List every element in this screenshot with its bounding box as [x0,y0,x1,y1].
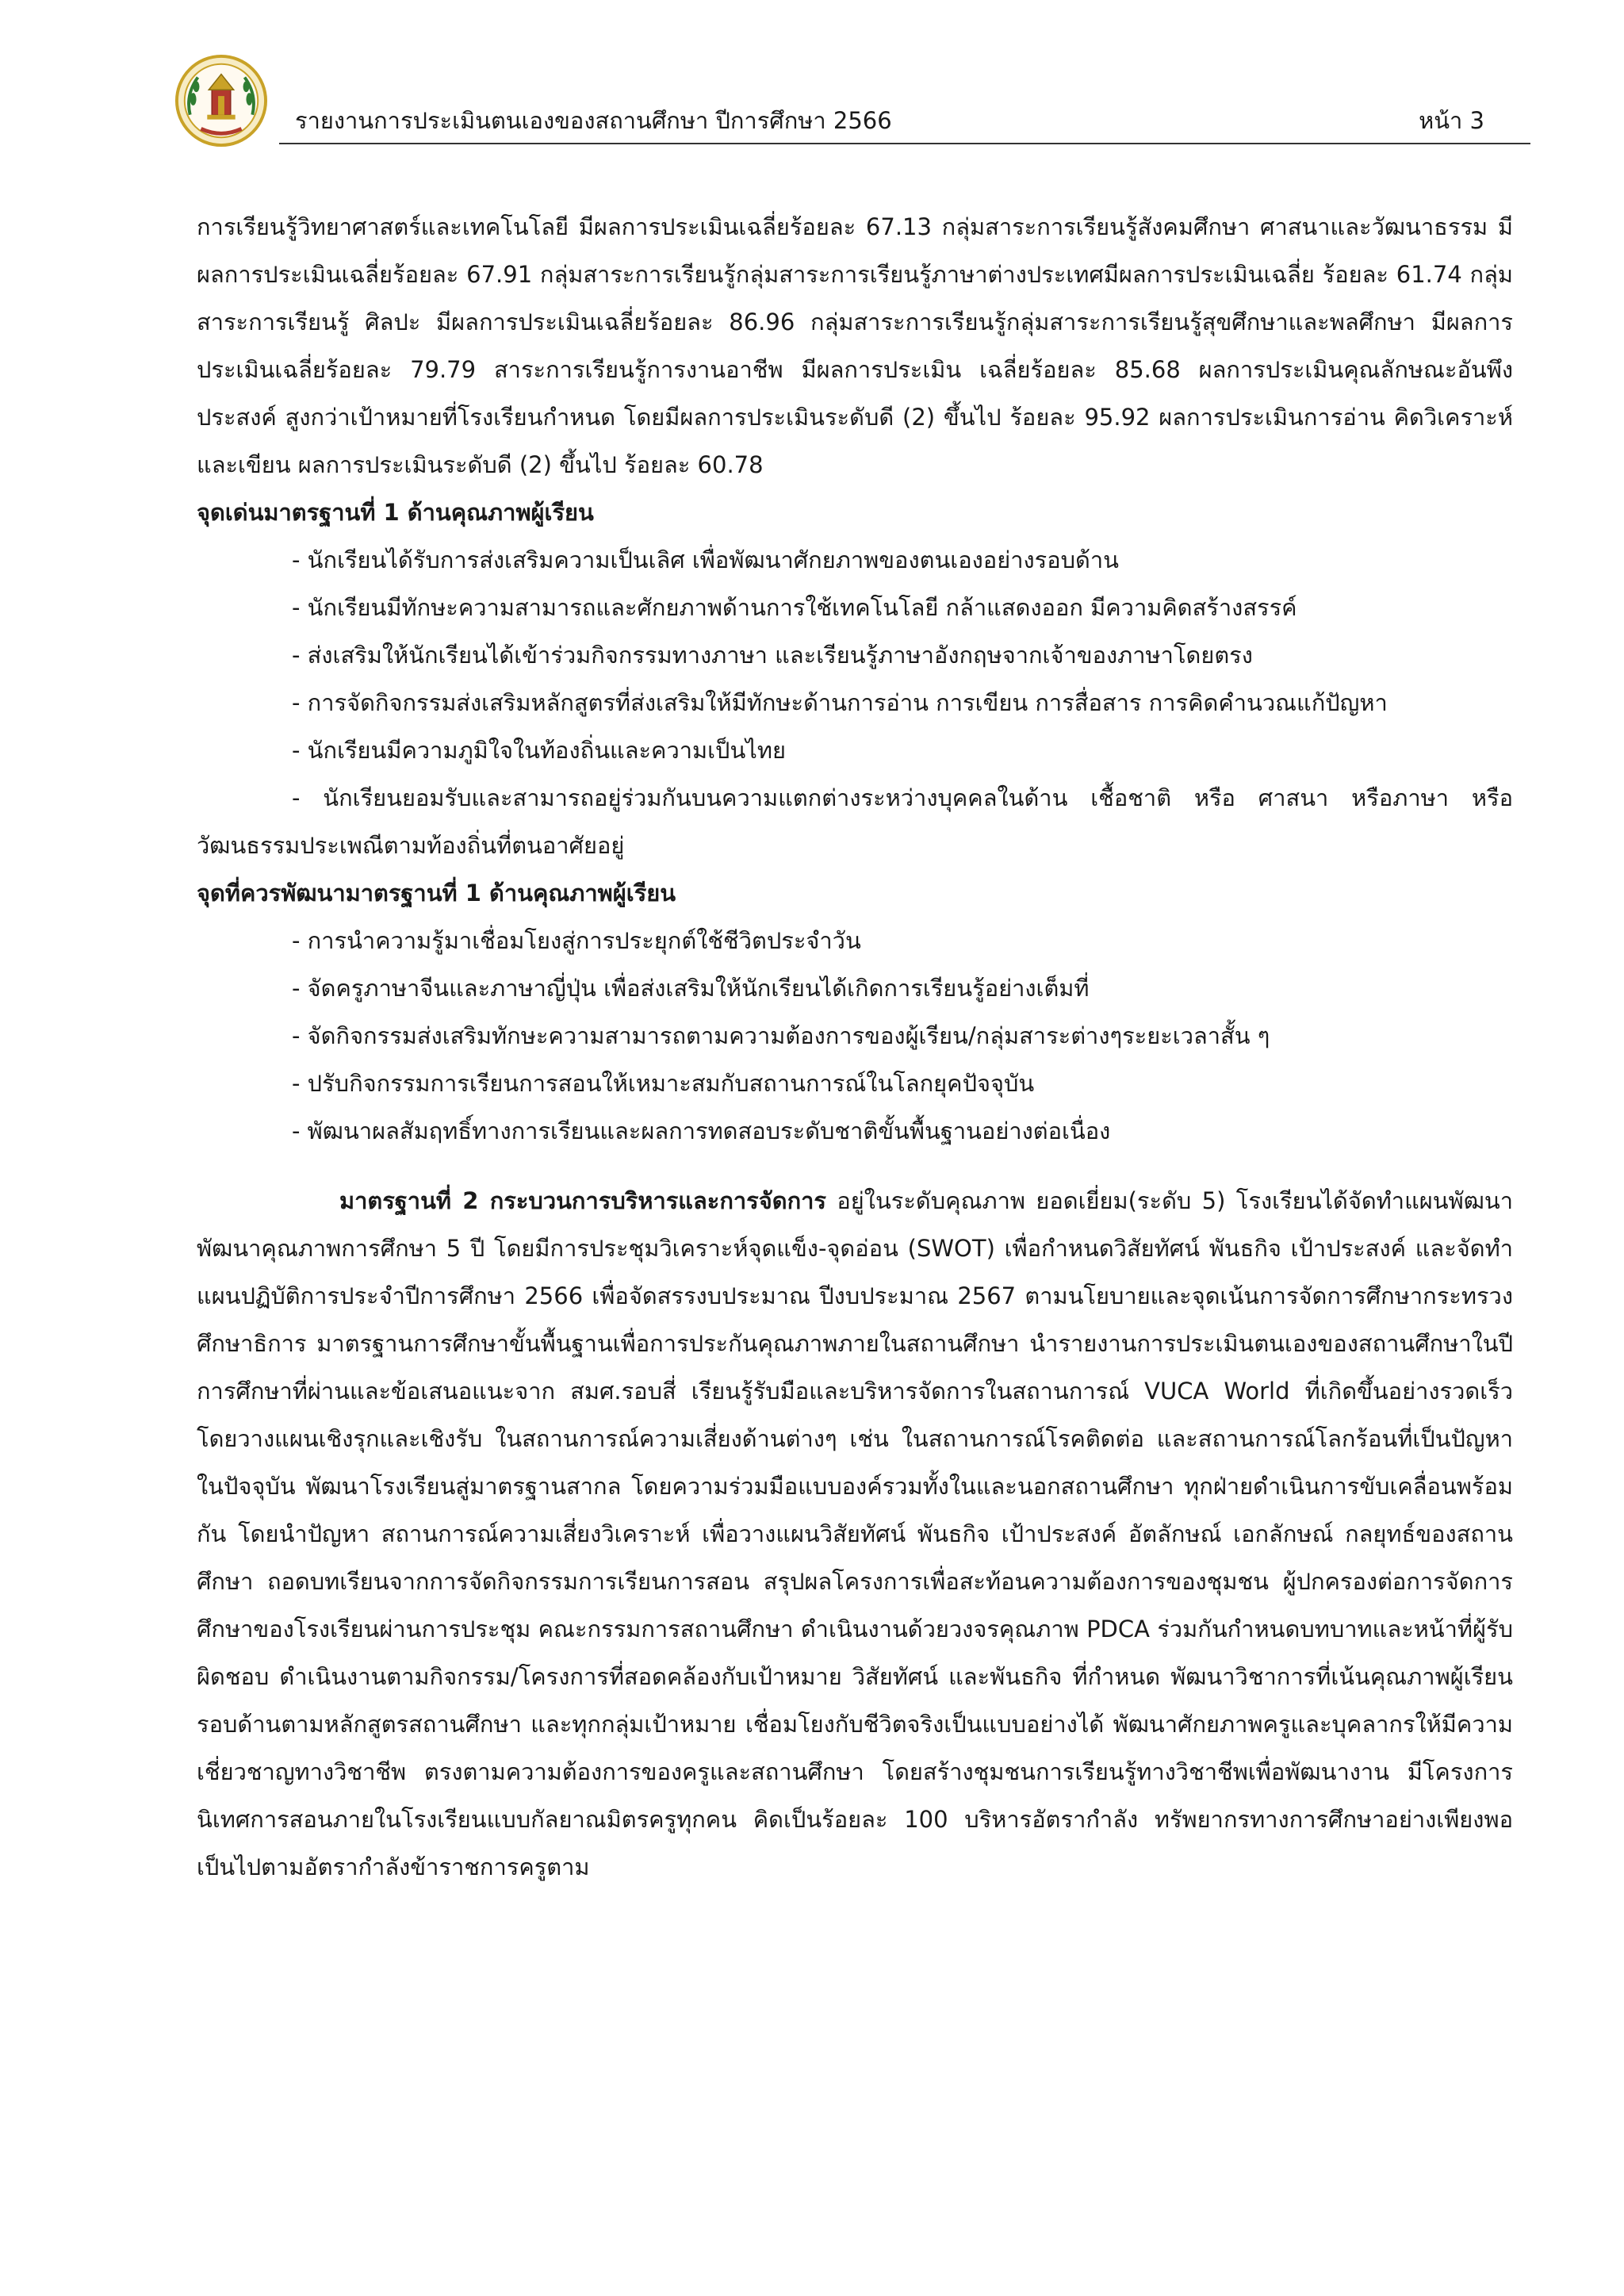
strength-item: - นักเรียนได้รับการส่งเสริมความเป็นเลิศ เพื่อพัฒนาศักยภาพของตนเองอย่างรอบด้าน [292,546,1119,573]
improvement-item: - ปรับกิจกรรมการเรียนการสอนให้เหมาะสมกับสถานการณ์ในโลกยุคปัจจุบัน [292,1070,1035,1097]
page-number: หน้า 3 [1419,107,1484,134]
improvement-item: - จัดครูภาษาจีนและภาษาญี่ปุ่น เพื่อส่งเสริมให้นักเรียนได้เกิดการเรียนรู้อย่างเต็มที่ [292,975,1090,1002]
improvement-item: - จัดกิจกรรมส่งเสริมทักษะความสามารถตามความต้องการของผู้เรียน/กลุ่มสาระต่างๆระยะเวลาสั้น ๆ [292,1022,1270,1049]
document-body [197,203,1513,1891]
school-seal-logo [174,54,268,148]
standard-2-title: มาตรฐานที่ 2 กระบวนการบริหารและการจัดการ [339,1187,827,1214]
intro-paragraph: การเรียนรู้วิทยาศาสตร์และเทคโนโลยี มีผลการประเมินเฉลี่ยร้อยละ 67.13 กลุ่มสาระการเรียนรู้สังคมศึกษา ศาสนาและวัฒนาธรรม มีผลการประเมินเฉลี่ยร้อยละ 67.91 กลุ่มสาระการเรียนรู้กลุ่มสาระการเรียนรู้ภาษาต่างประเทศมีผลการประเมินเฉลี่ย ร้อยละ 61.74 กลุ่มสาระการเรียนรู้ ศิลปะ มีผลการประเมินเฉลี่ยร้อยละ 86.96 กลุ่มสาระการเรียนรู้กลุ่มสาระการเรียนรู้สุขศึกษาและพลศึกษา มีผลการประเมินเฉลี่ยร้อยละ 79.79 สาระการเรียนรู้การงานอาชีพ มีผลการประเมิน เฉลี่ยร้อยละ 85.68 ผลการประเมินคุณลักษณะอันพึงประสงค์ สูงกว่าเป้าหมายที่โรงเรียนกำหนด โดยมีผลการประเมินระดับดี (2) ขึ้นไป ร้อยละ 95.92 ผลการประเมินการอ่าน คิดวิเคราะห์และเขียน ผลการประเมินระดับดี (2) ขึ้นไป ร้อยละ 60.78 [197,213,1513,478]
improvement-item: - พัฒนาผลสัมฤทธิ์ทางการเรียนและผลการทดสอบระดับชาติขั้นพื้นฐานอย่างต่อเนื่อง [292,1117,1111,1144]
improvement-item: - การนำความรู้มาเชื่อมโยงสู่การประยุกต์ใช้ชีวิตประจำวัน [292,927,861,954]
strength-item: - ส่งเสริมให้นักเรียนได้เข้าร่วมกิจกรรมทางภาษา และเรียนรู้ภาษาอังกฤษจากเจ้าของภาษาโดยตรง [292,642,1253,669]
improvements-heading: จุดที่ควรพัฒนามาตรฐานที่ 1 ด้านคุณภาพผู้เรียน [197,880,676,907]
header-title: รายงานการประเมินตนเองของสถานศึกษา ปีการศึกษา 2566 [295,107,892,134]
strength-item: - นักเรียนมีความภูมิใจในท้องถิ่นและความเป็นไทย [292,737,786,764]
header-divider [279,143,1530,144]
strengths-heading: จุดเด่นมาตรฐานที่ 1 ด้านคุณภาพผู้เรียน [197,499,594,526]
strength-item: - นักเรียนมีทักษะความสามารถและศักยภาพด้านการใช้เทคโนโลยี กล้าแสดงออก มีความคิดสร้างสรรค์ [292,594,1297,621]
standard-2-text: อยู่ในระดับคุณภาพ ยอดเยี่ยม(ระดับ 5) โรงเรียนได้จัดทำแผนพัฒนาพัฒนาคุณภาพการศึกษา 5 ปี โดยมีการประชุมวิเคราะห์จุดแข็ง-จุดอ่อน (SWOT) เพื่อกำหนดวิสัยทัศน์ พันธกิจ เป้าประสงค์ และจัดทำแผนปฏิบัติการประจำปีการศึกษา 2566 เพื่อจัดสรรงบประมาณ ปีงบประมาณ 2567 ตามนโยบายและจุดเน้นการจัดการศึกษากระทรวงศึกษาธิการ มาตรฐานการศึกษาขั้นพื้นฐานเพื่อการประกันคุณภาพภายในสถานศึกษา นำรายงานการประเมินตนเองของสถานศึกษาในปีการศึกษาที่ผ่านและข้อเสนอแนะจาก สมศ.รอบสี่ เรียนรู้รับมือและบริหารจัดการในสถานการณ์ VUCA World ที่เกิดขึ้นอย่างรวดเร็ว โดยวางแผนเชิงรุกและเชิงรับ ในสถานการณ์ความเสี่ยงด้านต่างๆ เช่น ในสถานการณ์โรคติดต่อ และสถานการณ์โลกร้อนที่เป็นปัญหาในปัจจุบัน พัฒนาโรงเรียนสู่มาตรฐานสากล โดยความร่วมมือแบบองค์รวมทั้งในและนอกสถานศึกษา ทุกฝ่ายดำเนินการขับเคลื่อนพร้อมกัน โดยนำปัญหา สถานการณ์ความเสี่ยงวิเคราะห์ เพื่อวางแผนวิสัยทัศน์ พันธกิจ เป้าประสงค์ อัตลักษณ์ เอกลักษณ์ กลยุทธ์ของสถานศึกษา ถอดบทเรียนจากการจัดกิจกรรมการเรียนการสอน สรุปผลโครงการเพื่อสะท้อนความต้องการของชุมชน ผู้ปกครองต่อการจัดการศึกษาของโรงเรียนผ่านการประชุม คณะกรรมการสถานศึกษา ดำเนินงานด้วยวงจรคุณภาพ PDCA ร่วมกันกำหนดบทบาทและหน้าที่ผู้รับผิดชอบ ดำเนินงานตามกิจกรรม/โครงการที่สอดคล้องกับเป้าหมาย วิสัยทัศน์ และพันธกิจ ที่กำหนด พัฒนาวิชาการที่เน้นคุณภาพผู้เรียนรอบด้านตามหลักสูตรสถานศึกษา และทุกกลุ่มเป้าหมาย เชื่อมโยงกับชีวิตจริงเป็นแบบอย่างได้ พัฒนาศักยภาพครูและบุคลากรให้มีความเชี่ยวชาญทางวิชาชีพ ตรงตามความต้องการของครูและสถานศึกษา โดยสร้างชุมชนการเรียนรู้ทางวิชาชีพเพื่อพัฒนางาน มีโครงการนิเทศการสอนภายในโรงเรียนแบบกัลยาณมิตรครูทุกคน คิดเป็นร้อยละ 100 บริหารอัตรากำลัง ทรัพยากรทางการศึกษาอย่างเพียงพอ เป็นไปตามอัตรากำลังข้าราชการครูตาม [197,1187,1513,1880]
strength-item: - การจัดกิจกรรมส่งเสริมหลักสูตรที่ส่งเสริมให้มีทักษะด้านการอ่าน การเขียน การสื่อสาร การคิดคำนวณแก้ปัญหา [292,689,1388,716]
strength-item: - นักเรียนยอมรับและสามารถอยู่ร่วมกันบนความแตกต่างระหว่างบุคคลในด้าน เชื้อชาติ หรือ ศาสนา หรือภาษา หรือวัฒนธรรมประเพณีตามท้องถิ่นที่ตนอาศัยอยู่ [197,784,1513,859]
standard-2-paragraph [197,1177,1513,1891]
